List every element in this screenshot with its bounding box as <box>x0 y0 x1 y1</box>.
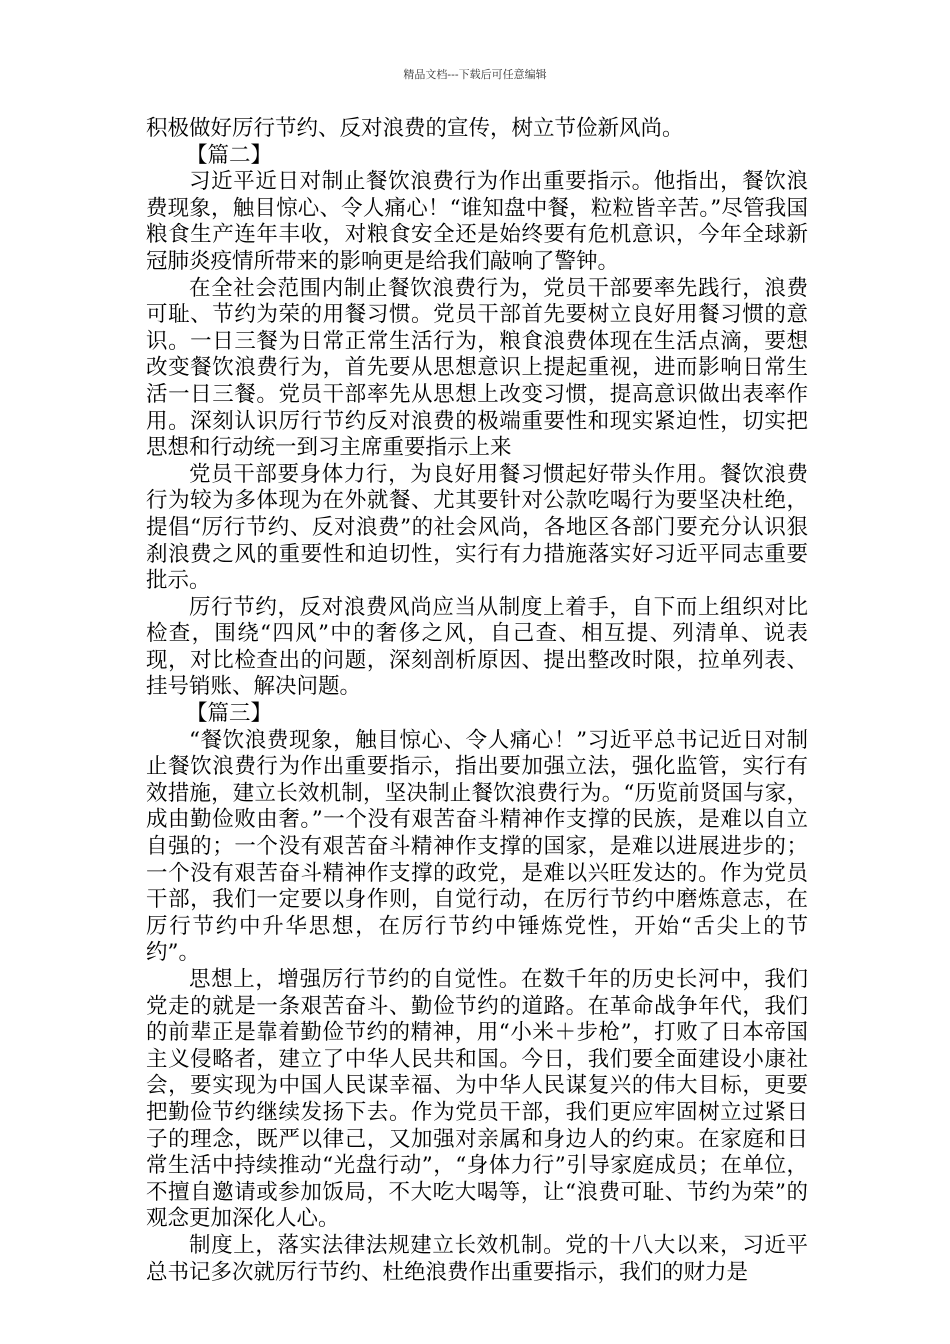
document-body <box>146 116 808 1286</box>
paragraph-3-2: 思想上，增强厉行节约的自觉性。在数千年的历史长河中，我们党走的就是一条艰苦奋斗、勤俭节约的道路。在革命战争年代，我们的前辈正是靠着勤俭节约的精神，用“小米＋步枪”，打败了日本帝国主义侵略者，建立了中华人民共和国。今日，我们要全面建设小康社会，要实现为中国人民谋幸福、为中华人民谋复兴的伟大目标，更要把勤俭节约继续发扬下去。作为党员干部，我们更应牢固树立过紧日子的理念，既严以律己，又加强对亲属和身边人的约束。在家庭和日常生活中持续推动“光盘行动”，“身体力行”引导家庭成员；在单位，不擅自邀请或参加饭局，不大吃大喝等，让“浪费可耻、节约为荣”的观念更加深化人心。 <box>146 967 808 1232</box>
paragraph-2-1: 习近平近日对制止餐饮浪费行为作出重要指示。他指出，餐饮浪费现象，触目惊心、令人痛心！“谁知盘中餐，粒粒皆辛苦。”尽管我国粮食生产连年丰收，对粮食安全还是始终要有危机意识，今年全球新冠肺炎疫情所带来的影响更是给我们敲响了警钟。 <box>146 169 808 274</box>
paragraph-2-2: 在全社会范围内制止餐饮浪费行为，党员干部要率先践行，浪费可耻、节约为荣的用餐习惯。党员干部首先要树立良好用餐习惯的意识。一日三餐为日常正常生活行为，粮食浪费体现在生活点滴，要想改变餐饮浪费行为，首先要从思想意识上提起重视，进而影响日常生活一日三餐。党员干部率先从思想上改变习惯，提高意识做出表率作用。深刻认识厉行节约反对浪费的极端重要性和现实紧迫性，切实把思想和行动统一到习主席重要指示上来 <box>146 275 808 461</box>
running-header: 精品文档---下载后可任意编辑 <box>403 68 547 81</box>
paragraph-intro: 积极做好厉行节约、反对浪费的宣传，树立节俭新风尚。 <box>146 116 684 141</box>
paragraph-2-4: 厉行节约，反对浪费风尚应当从制度上着手，自下而上组织对比检查，围绕“四风”中的奢侈之风，自己查、相互提、列清单、说表现，对比检查出的问题，深刻剖析原因、提出整改时限，拉单列表、挂号销账、解决问题。 <box>146 594 808 700</box>
section-heading-2: 【篇二】 <box>186 142 273 168</box>
paragraph-3-1: “餐饮浪费现象，触目惊心、令人痛心！”习近平总书记近日对制止餐饮浪费行为作出重要指示，指出要加强立法，强化监管，实行有效措施，建立长效机制，坚决制止餐饮浪费行为。“历览前贤国与家，成由勤俭败由奢。”一个没有艰苦奋斗精神作支撑的民族，是难以自立自强的；一个没有艰苦奋斗精神作支撑的国家，是难以进展进步的；一个没有艰苦奋斗精神作支撑的政党，是难以兴旺发达的。作为党员干部，我们一定要以身作则，自觉行动，在厉行节约中磨炼意志，在厉行节约中升华思想，在厉行节约中锤炼党性，开始“舌尖上的节约”。 <box>146 727 808 966</box>
paragraph-3-3: 制度上，落实法律法规建立长效机制。党的十八大以来，习近平总书记多次就厉行节约、杜绝浪费作出重要指示，我们的财力是 <box>146 1232 808 1285</box>
section-heading-3: 【篇三】 <box>186 701 273 727</box>
paragraph-2-3: 党员干部要身体力行，为良好用餐习惯起好带头作用。餐饮浪费行为较为多体现为在外就餐、尤其要针对公款吃喝行为要坚决杜绝，提倡“厉行节约、反对浪费”的社会风尚，各地区各部门要充分认识狠刹浪费之风的重要性和迫切性，实行有力措施落实好习近平同志重要批示。 <box>146 461 808 594</box>
